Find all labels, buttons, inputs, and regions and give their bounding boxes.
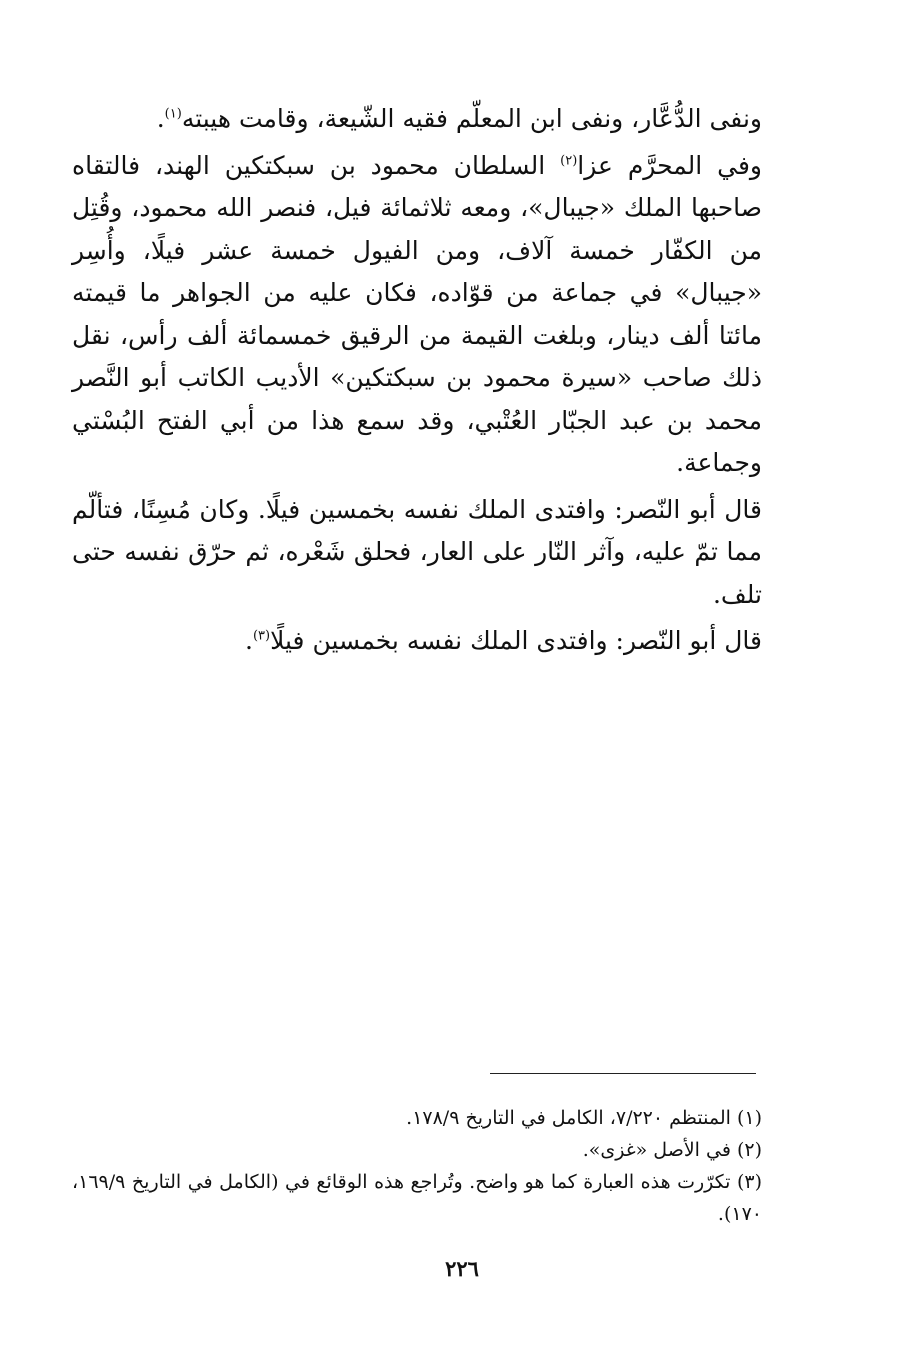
footnote-ref-2[interactable]: (٢) bbox=[560, 153, 578, 169]
footnote-2: (٢) في الأصل «غزى». bbox=[582, 1139, 762, 1161]
paragraph-1-text: ونفى الدُّعَّار، ونفى ابن المعلّم فقيه الشّيعة، وقامت هيبته bbox=[181, 104, 762, 133]
paragraph-1 bbox=[72, 98, 762, 141]
footnote-divider bbox=[490, 1073, 756, 1074]
paragraph-4-text: قال أبو النّصر: وافتدى الملك نفسه بخمسين فيلًا bbox=[270, 626, 762, 655]
footnote-ref-3[interactable]: (٣) bbox=[252, 628, 271, 644]
paragraph-3-text: قال أبو النّصر: وافتدى الملك نفسه بخمسين فيلًا. وكان مُسِنًا، فتألّم مما تمّ عليه، وآثر النّار على العار، فحلق شَعْره، ثم حرّق نفسه حتى تلف. bbox=[72, 494, 762, 609]
paragraph-4 bbox=[72, 620, 762, 663]
paragraph-4-end: . bbox=[245, 626, 253, 655]
footnotes bbox=[72, 1102, 762, 1230]
main-text bbox=[72, 98, 762, 667]
paragraph-2 bbox=[72, 145, 762, 485]
paragraph-1-end: . bbox=[156, 104, 165, 133]
paragraph-3 bbox=[72, 489, 762, 617]
page-number: ٢٢٦ bbox=[445, 1256, 479, 1281]
paragraph-2-rest: السلطان محمود بن سبكتكين الهند، فالتقاه صاحبها الملك «جيبال»، ومعه ثلاثمائة فيل، فنصر الله محمود، وقُتِل من الكفّار خمسة آلاف، ومن الفيول خمسة عشر فيلًا، وأُسِر «جيبال» في جماعة من قوّاده، فكان عليه من الجواهر ما قيمته مائتا ألف دينار، وبلغت القيمة من الرقيق خمسمائة ألف رأس، نقل ذلك صاحب «سيرة محمود بن سبكتكين» الأديب الكاتب أبو النَّصر محمد بن عبد الجبّار العُتْبي، وقد سمع هذا من أبي الفتح البُسْتي وجماعة. bbox=[72, 150, 762, 477]
footnote-ref-1[interactable]: (١) bbox=[164, 106, 182, 122]
paragraph-2-text: وفي المحرَّم عزا bbox=[577, 150, 762, 180]
footnote-3: (٣) تكرّرت هذه العبارة كما هو واضح. وتُراجع هذه الوقائع في (الكامل في التاريخ ١٦٩/٩، ١٧٠). bbox=[72, 1171, 762, 1225]
footnote-1: (١) المنتظم ٧/٢٢٠، الكامل في التاريخ ١٧٨/٩. bbox=[406, 1107, 762, 1129]
